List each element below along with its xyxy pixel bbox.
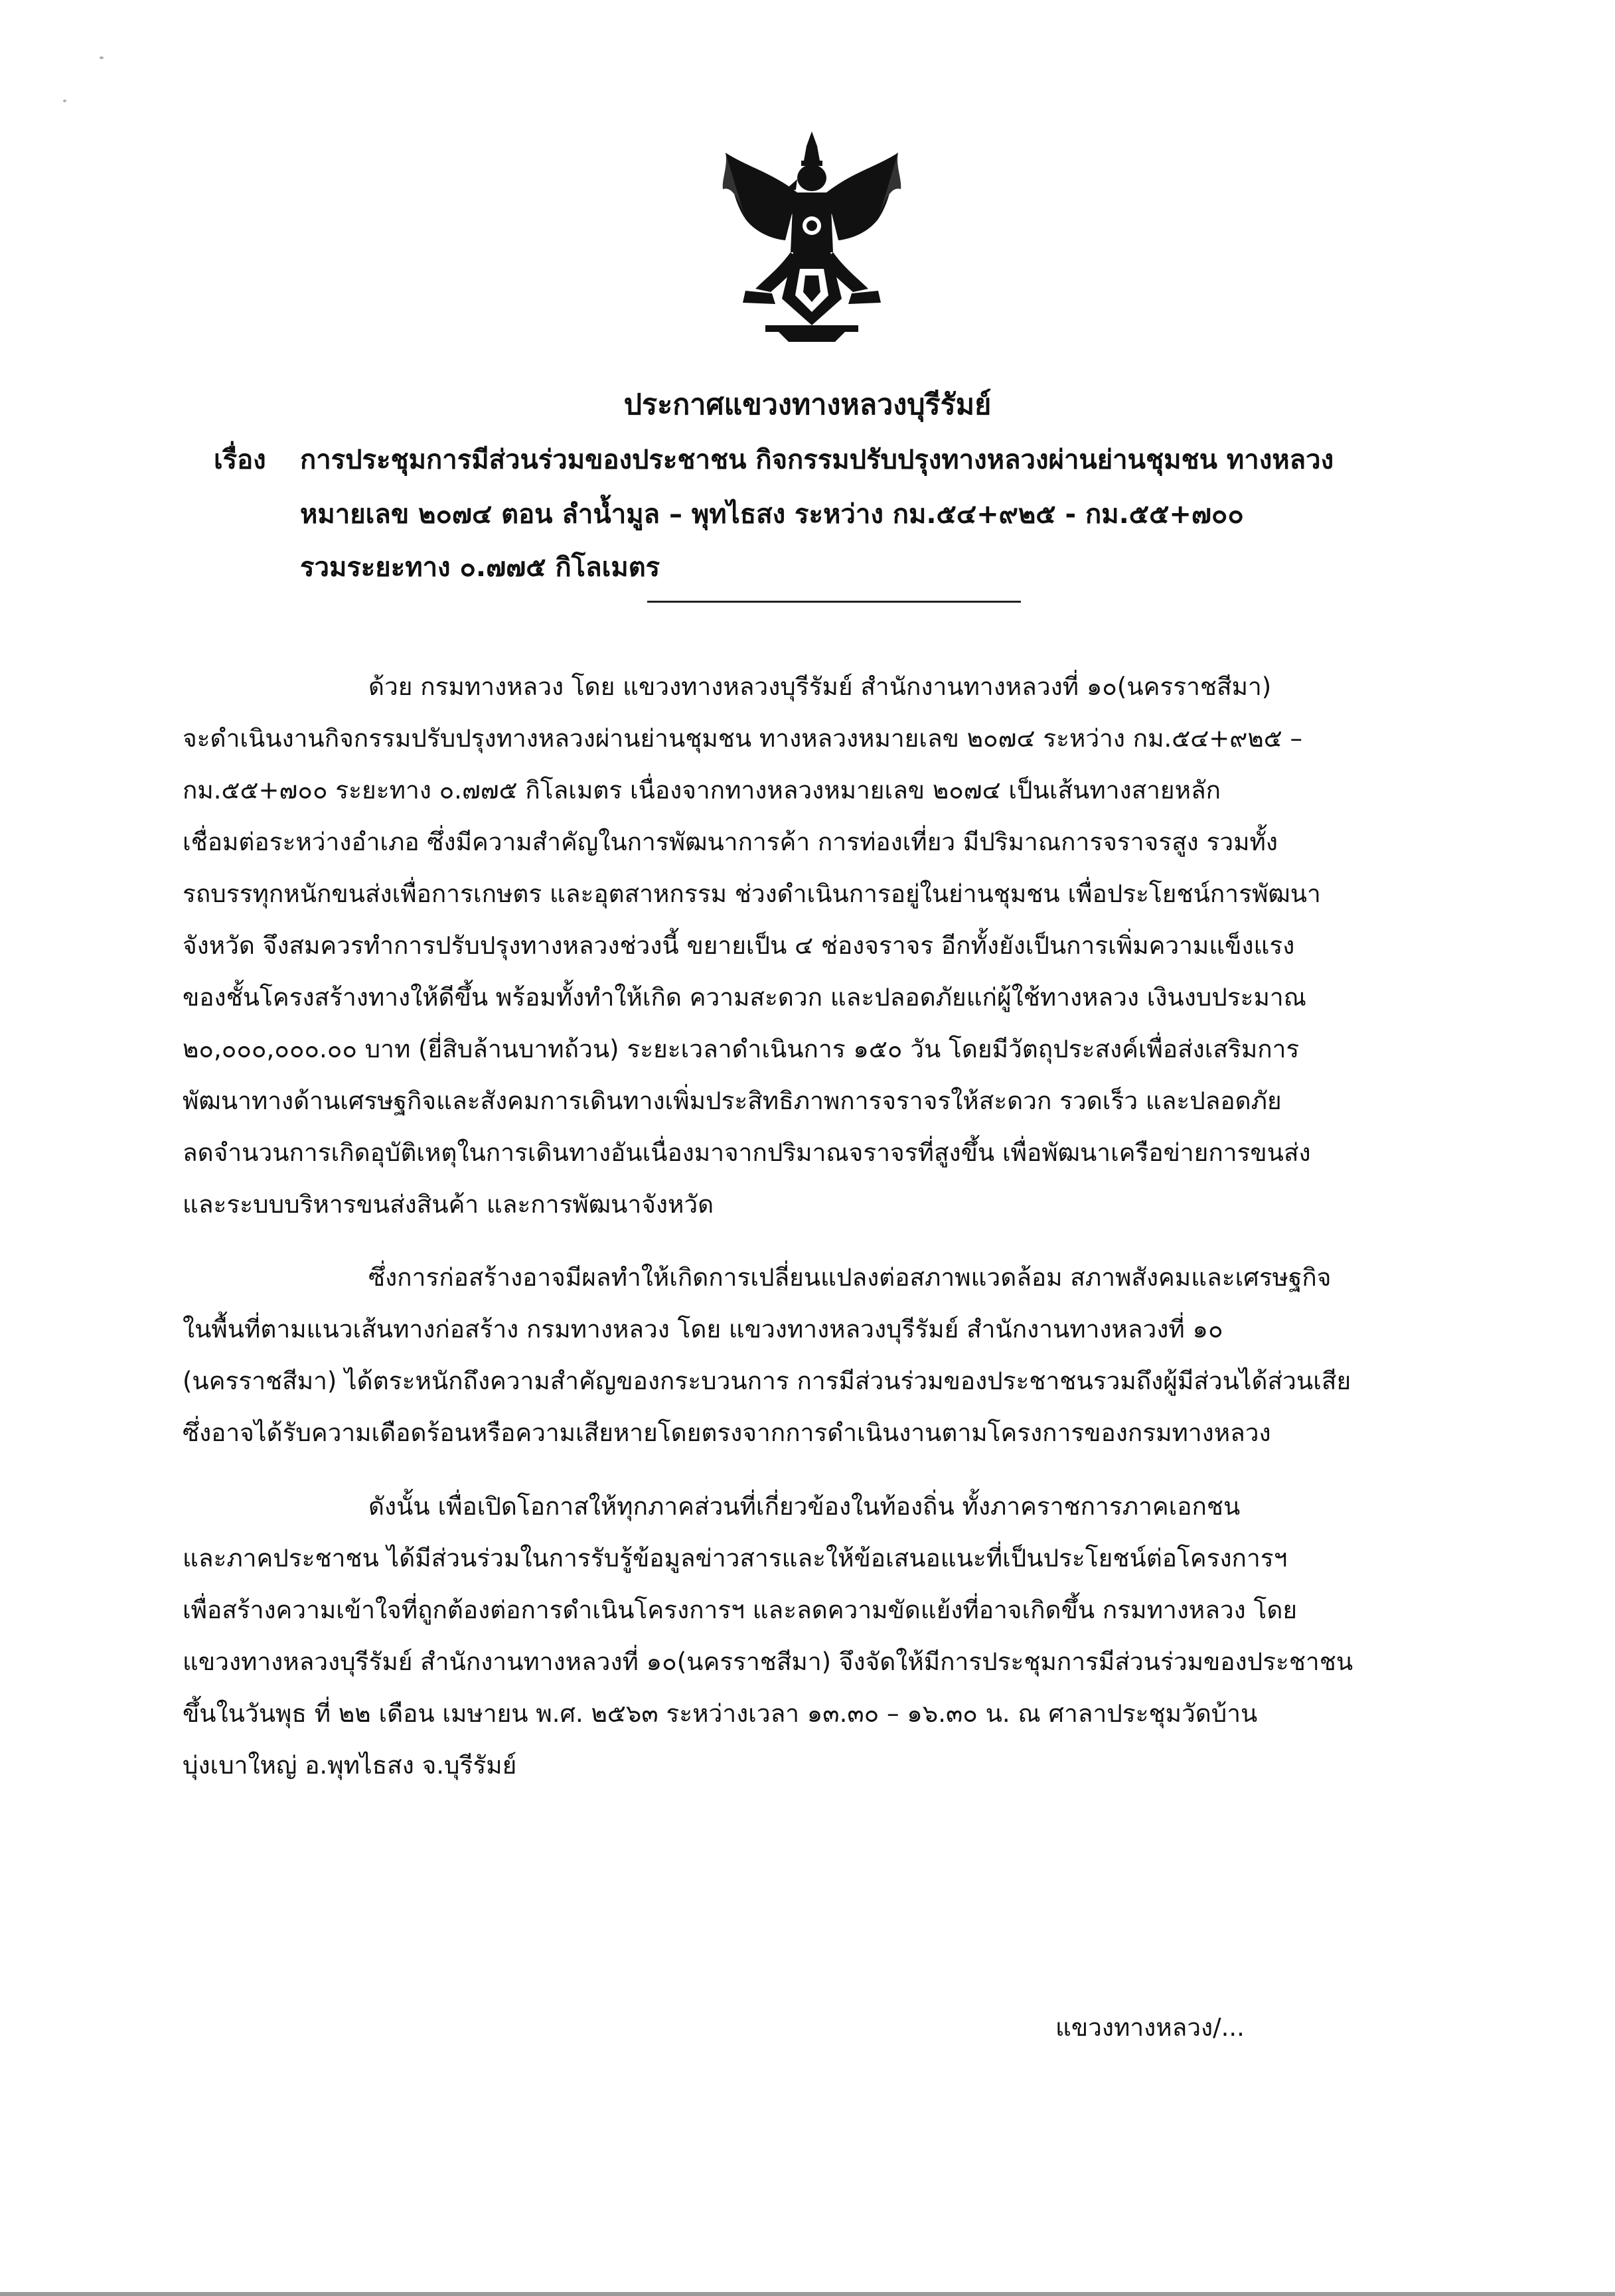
paragraph-3-line: แขวงทางหลวงบุรีรัมย์ สำนักงานทางหลวงที่ ๑๐(นครราชสีมา) จึงจัดให้มีการประชุมการมีส่วนร่วมของประชาชน — [183, 1647, 1353, 1676]
paragraph-1-line: ๒๐,๐๐๐,๐๐๐.๐๐ บาท (ยี่สิบล้านบาทถ้วน) ระยะเวลาดำเนินการ ๑๕๐ วัน โดยมีวัตถุประสงค์เพื่อส่งเสริมการ — [183, 1035, 1300, 1063]
paragraph-1-line: รถบรรทุกหนักขนส่งเพื่อการเกษตร และอุตสาหกรรม ช่วงดำเนินการอยู่ในย่านชุมชน เพื่อประโยชน์การพัฒนา — [183, 880, 1321, 908]
paragraph-2-line: ซึ่งการก่อสร้างอาจมีผลทำให้เกิดการเปลี่ยนแปลงต่อสภาพแวดล้อม สภาพสังคมและเศรษฐกิจ — [368, 1263, 1332, 1292]
paragraph-2-line: (นครราชสีมา) ได้ตระหนักถึงความสำคัญของกระบวนการ การมีส่วนร่วมของประชาชนรวมถึงผู้มีส่วนได้ส่วนเสีย — [183, 1367, 1351, 1395]
continuation-note: แขวงทางหลวง/... — [1055, 2013, 1245, 2042]
paragraph-1-line: กม.๕๕+๗๐๐ ระยะทาง ๐.๗๗๕ กิโลเมตร เนื่องจากทางหลวงหมายเลข ๒๐๗๔ เป็นเส้นทางสายหลัก — [183, 776, 1221, 804]
document-title: ประกาศแขวงทางหลวงบุรีรัมย์ — [623, 388, 992, 421]
paragraph-2-line: ซึ่งอาจได้รับความเดือดร้อนหรือความเสียหายโดยตรงจากการดำเนินงานตามโครงการของกรมทางหลวง — [183, 1418, 1271, 1447]
subject-line: หมายเลข ๒๐๗๔ ตอน ลำน้ำมูล – พุทไธสง ระหว่าง กม.๕๔+๙๒๕ - กม.๕๕+๗๐๐ — [300, 499, 1244, 530]
paragraph-3-line: ขึ้นในวันพุธ ที่ ๒๒ เดือน เมษายน พ.ศ. ๒๕๖๓ ระหว่างเวลา ๑๓.๓๐ – ๑๖.๓๐ น. ณ ศาลาประชุมวัดบ้าน — [183, 1699, 1258, 1728]
scan-edge — [0, 2292, 1615, 2296]
paragraph-1-line: ของชั้นโครงสร้างทางให้ดีขึ้น พร้อมทั้งทำให้เกิด ความสะดวก และปลอดภัยแก่ผู้ใช้ทางหลวง เงินงบประมาณ — [183, 983, 1306, 1012]
paragraph-3-line: บุ่งเบาใหญ่ อ.พุทไธสง จ.บุรีรัมย์ — [183, 1751, 517, 1780]
paragraph-1-line: ด้วย กรมทางหลวง โดย แขวงทางหลวงบุรีรัมย์ สำนักงานทางหลวงที่ ๑๐(นครราชสีมา) — [368, 672, 1272, 701]
paragraph-3-line: เพื่อสร้างความเข้าใจที่ถูกต้องต่อการดำเนินโครงการฯ และลดความขัดแย้งที่อาจเกิดขึ้น กรมทางหลวง โดย — [183, 1596, 1298, 1624]
garuda-emblem-icon — [719, 126, 905, 345]
paragraph-1-line: และระบบบริหารขนส่งสินค้า และการพัฒนาจังหวัด — [183, 1190, 714, 1219]
paragraph-3-line: และภาคประชาชน ได้มีส่วนร่วมในการรับรู้ข้อมูลข่าวสารและให้ข้อเสนอแนะที่เป็นประโยชน์ต่อโครงการฯ — [183, 1544, 1288, 1572]
scan-speck — [100, 56, 104, 59]
subject-line: การประชุมการมีส่วนร่วมของประชาชน กิจกรรมปรับปรุงทางหลวงผ่านย่านชุมชน ทางหลวง — [300, 445, 1334, 475]
paragraph-1-line: พัฒนาทางด้านเศรษฐกิจและสังคมการเดินทางเพิ่มประสิทธิภาพการจราจรให้สะดวก รวดเร็ว และปลอดภัย — [183, 1087, 1282, 1115]
paragraph-1-line: ลดจำนวนการเกิดอุบัติเหตุในการเดินทางอันเนื่องมาจากปริมาณจราจรที่สูงขึ้น เพื่อพัฒนาเครือข่ายการขนส่ง — [183, 1138, 1311, 1167]
paragraph-1-line: จะดำเนินงานกิจกรรมปรับปรุงทางหลวงผ่านย่านชุมชน ทางหลวงหมายเลข ๒๐๗๔ ระหว่าง กม.๕๔+๙๒๕ – — [183, 724, 1303, 753]
paragraph-1-line: จังหวัด จึงสมควรทำการปรับปรุงทางหลวงช่วงนี้ ขยายเป็น ๔ ช่องจราจร อีกทั้งยังเป็นการเพิ่มความแข็งแรง — [183, 931, 1295, 960]
paragraph-2-line: ในพื้นที่ตามแนวเส้นทางก่อสร้าง กรมทางหลวง โดย แขวงทางหลวงบุรีรัมย์ สำนักงานทางหลวงที่ ๑๐ — [183, 1315, 1223, 1343]
scan-speck — [63, 100, 66, 102]
title-divider — [647, 601, 1021, 603]
paragraph-3-line: ดังนั้น เพื่อเปิดโอกาสให้ทุกภาคส่วนที่เกี่ยวข้องในท้องถิ่น ทั้งภาคราชการภาคเอกชน — [368, 1492, 1241, 1521]
paragraph-1-line: เชื่อมต่อระหว่างอำเภอ ซึ่งมีความสำคัญในการพัฒนาการค้า การท่องเที่ยว มีปริมาณการจราจรสูง รวมทั้ง — [183, 828, 1278, 856]
subject-line: รวมระยะทาง ๐.๗๗๕ กิโลเมตร — [300, 552, 660, 583]
subject-label: เรื่อง — [214, 445, 266, 475]
